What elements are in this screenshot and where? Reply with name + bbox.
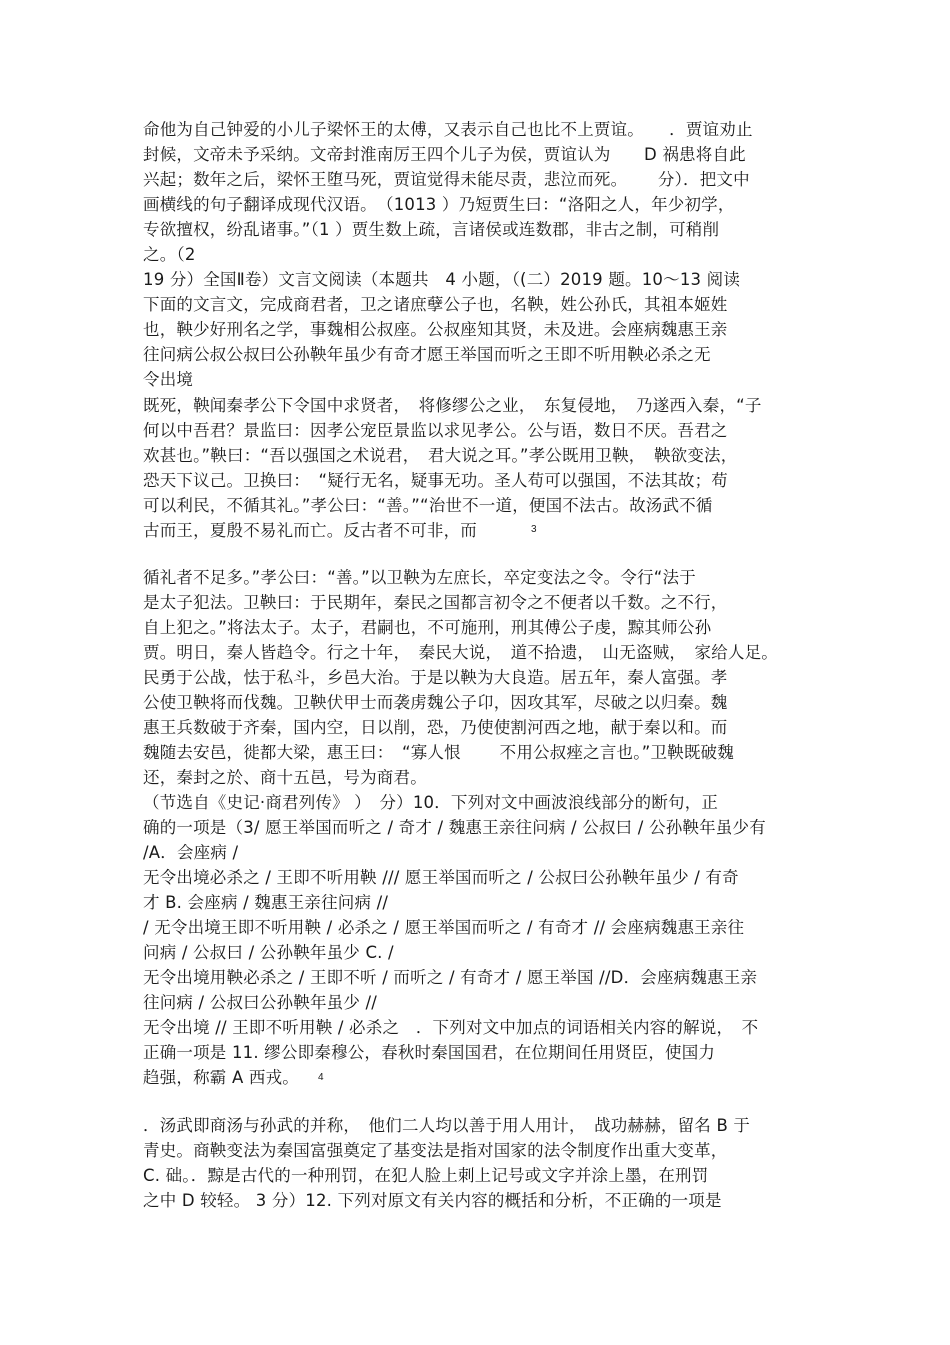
text-line: / 无令出境王即不听用鞅 / 必杀之 / 愿王举国而听之 / 有奇才 // 会座病魏惠王亲往 [143,918,745,937]
text-line: 专欲擅权，纷乱诸事。”（1 ）贾生数上疏，言诸侯或连数郡，非古之制，可稍削 [143,220,720,239]
page-number: 3 [531,524,537,535]
text-line: 青史。商鞅变法为秦国富强奠定了基变法是指对国家的法令制度作出重大变革， [143,1141,728,1160]
text-line: 恐天下议己。卫换曰： “疑行无名，疑事无功。圣人苟可以强国，不法其故；苟 [143,471,728,490]
text-line: 欢甚也。”鞅曰：“吾以强国之术说君， 君大说之耳。”孝公既用卫鞅， 鞅欲变法， [143,446,738,465]
text-line: 下面的文言文，完成商君者，卫之诸庶孽公子也，名鞅，姓公孙氏，其祖本姬姓 [143,295,728,314]
text-line: 趋强，称霸 A 西戎。 [143,1068,299,1087]
text-line: 可以利民，不循其礼。”孝公曰：“善。”“治世不一道，便国不法古。故汤武不循 [143,496,713,515]
text-line: （节选自《史记·商君列传》 ） 分）10．下列对文中画波浪线部分的断句，正 [143,793,719,812]
text-line: 才 B. 会座病 / 魏惠王亲往问病 // [143,893,389,912]
text-line: 往问病公叔公叔曰公孙鞅年虽少有奇才愿王举国而听之王即不听用鞅必杀之无 [143,345,711,364]
text-line: 往问病 / 公叔曰公孙鞅年虽少 // [143,993,378,1012]
page-number: 4 [318,1072,324,1083]
text-line: 19 分）全国Ⅱ卷）文言文阅读（本题共 4 小题，（(二）2019 题。10～13 阅读 [143,270,741,289]
text-line: 还，秦封之於、商十五邑，号为商君。 [143,768,427,787]
text-line: 既死，鞅闻秦孝公下令国中求贤者， 将修缪公之业， 东复侵地， 乃遂西入秦，“子 [143,396,762,415]
text-line: 无令出境必杀之 / 王即不听用鞅 /// 愿王举国而听之 / 公叔曰公孙鞅年虽少 / 有奇 [143,868,739,887]
text-line: 古而王，夏殷不易礼而亡。反古者不可非，而 [143,521,477,540]
text-line: /A．会座病 / [143,843,239,862]
text-line: 封候，文帝未予采纳。文帝封淮南厉王四个儿子为侯，贾谊认为 D 祸患将自此 [143,145,746,164]
text-line: 魏随去安邑，徙都大梁，惠王曰： “寡人恨 不用公叔痤之言也。”卫鞅既破魏 [143,743,734,762]
text-line: 自上犯之。”将法太子。太子，君嗣也，不可施刑，刑其傅公子虔，黥其师公孙 [143,618,712,637]
text-line: 也，鞅少好刑名之学，事魏相公叔座。公叔座知其贤，未及进。会座病魏惠王亲 [143,320,728,339]
text-line: 正确一项是 11. 缪公即秦穆公，春秋时秦国国君，在位期间任用贤臣，使国力 [143,1043,716,1062]
text-line: 之。（2 [143,245,196,264]
text-line: 循礼者不足多。”孝公曰：“善。”以卫鞅为左庶长，卒定变法之令。令行“法于 [143,568,696,587]
text-line: 画横线的句子翻译成现代汉语。 （1013 ）乃短贾生曰：“洛阳之人，年少初学， [143,195,735,214]
text-line: 无令出境 // 王即不听用鞅 / 必杀之 ．下列对文中加点的词语相关内容的解说， 不 [143,1018,759,1037]
text-line: 确的一项是（3/ 愿王举国而听之 / 奇才 / 魏惠王亲往问病 / 公叔曰 / 公孙鞅年虽少有 [143,818,766,837]
text-line: C. 础。．黥是古代的一种刑罚，在犯人脸上刺上记号或文字并涂上墨，在刑罚 [143,1166,709,1185]
text-line: 民勇于公战，怯于私斗，乡邑大治。于是以鞅为大良造。居五年，秦人富强。孝 [143,668,728,687]
text-line: 令出境 [143,370,194,389]
text-line: 命他为自己钟爱的小儿子梁怀王的太傅，又表示自己也比不上贾谊。 ．贾谊劝止 [143,120,753,139]
text-line: 公使卫鞅将而伐魏。卫鞅伏甲士而袭虏魏公子卬，因攻其军，尽破之以归秦。魏 [143,693,728,712]
text-line: 何以中吾君？景监曰：因孝公宠臣景监以求见孝公。公与语，数日不厌。吾君之 [143,421,728,440]
text-line: 惠王兵数破于齐秦，国内空，日以削，恐，乃使使割河西之地，献于秦以和。而 [143,718,728,737]
text-line: 贾。明日，秦人皆趋令。行之十年， 秦民大说， 道不拾遗， 山无盗贼， 家给人足。 [143,643,778,662]
text-line: 兴起；数年之后，梁怀王堕马死，贾谊觉得未能尽责，悲泣而死。 分）．把文中 [143,170,750,189]
text-line: 是太子犯法。卫鞅曰：于民期年，秦民之国都言初令之不便者以千数。之不行， [143,593,728,612]
text-line: 之中 D 较轻。 3 分）12. 下列对原文有关内容的概括和分析，不正确的一项是 [143,1191,722,1210]
text-line: ．汤武即商汤与孙武的并称， 他们二人均以善于用人用计， 战功赫赫，留名 B 于 [143,1116,751,1135]
text-line: 问病 / 公叔曰 / 公孙鞅年虽少 C. / [143,943,394,962]
text-line: 无令出境用鞅必杀之 / 王即不听 / 而听之 / 有奇才 / 愿王举国 //D．会座病魏惠王亲 [143,968,758,987]
